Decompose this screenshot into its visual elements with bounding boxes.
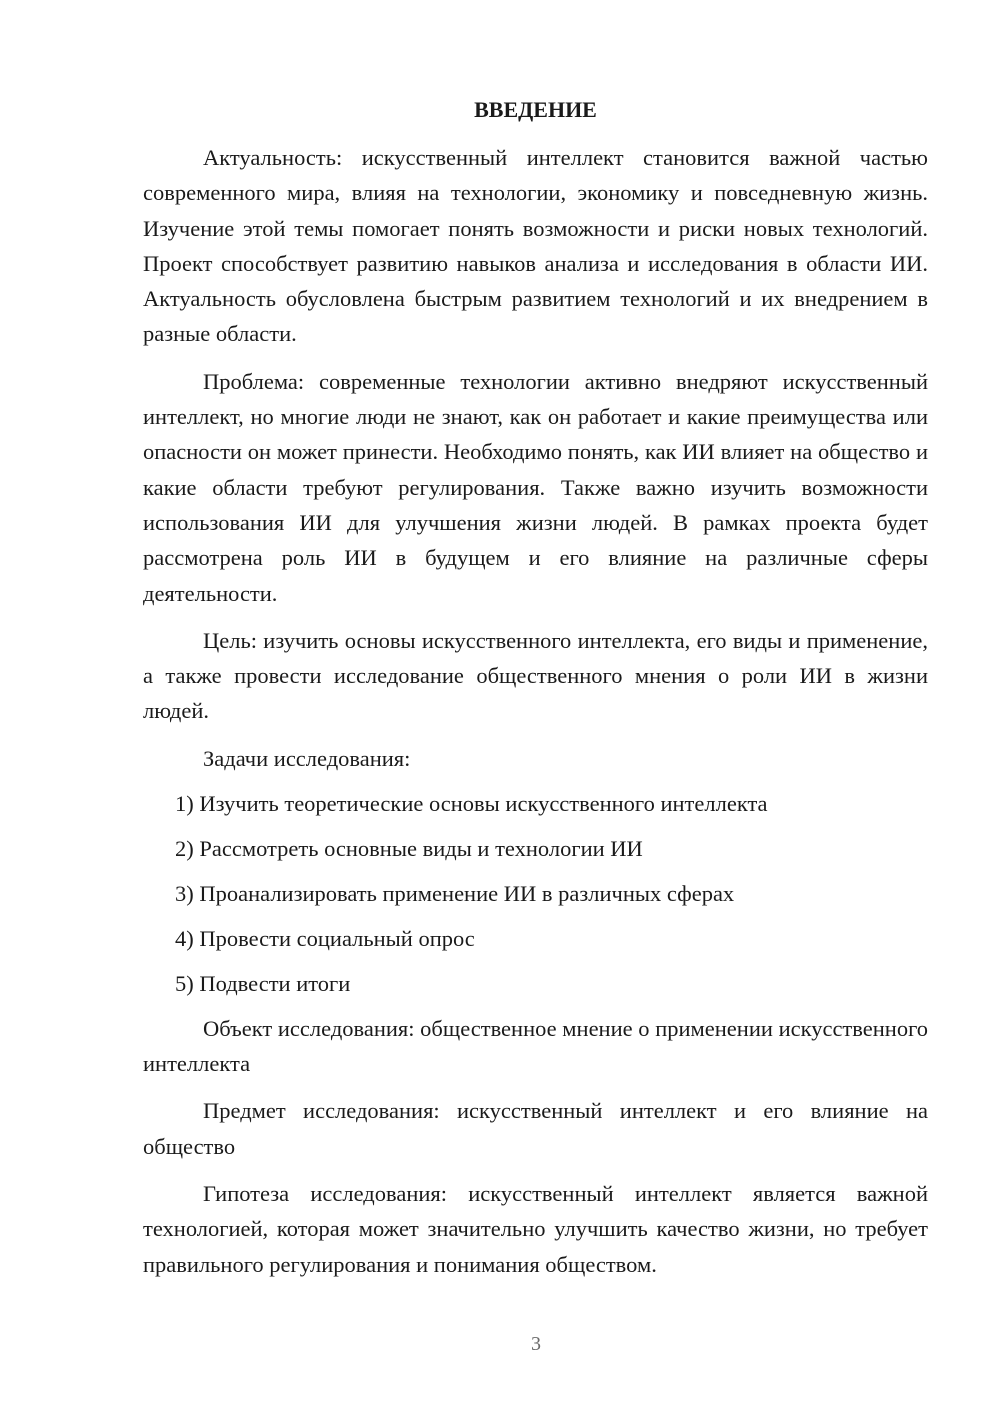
task-item: 3) Проанализировать применение ИИ в различных сферах (175, 880, 735, 906)
task-item: 2) Рассмотреть основные виды и технологии ИИ (175, 835, 643, 861)
page-number: 3 (531, 1333, 541, 1355)
research-subject-paragraph: Предмет исследования: искусственный интеллект и его влияние на общество (143, 1098, 928, 1159)
hypothesis-paragraph: Гипотеза исследования: искусственный интеллект является важной технологией, которая может значительно улучшить качество жизни, но требует правильного регулирования и понимания обществом. (143, 1180, 928, 1277)
task-item: 1) Изучить теоретические основы искусственного интеллекта (175, 790, 768, 816)
task-item: 4) Провести социальный опрос (175, 925, 475, 951)
problem-paragraph: Проблема: современные технологии активно внедряют искусственный интеллект, но многие люди не знают, как он работает и какие преимущества или опасности он может принести. Необходимо понять, как ИИ влияет на общество и какие области требуют регулирования. Также важно изучить возможности использования ИИ для улучшения жизни людей. В рамках проекта будет рассмотрена роль ИИ в будущем и его влияние на различные сферы деятельности. (143, 368, 928, 606)
tasks-list (143, 786, 928, 1001)
task-item: 5) Подвести итоги (175, 970, 351, 996)
section-title: ВВЕДЕНИЕ (474, 97, 597, 122)
research-object-paragraph: Объект исследования: общественное мнение о применении искусственного интеллекта (143, 1015, 928, 1077)
relevance-paragraph: Актуальность: искусственный интеллект становится важной частью современного мира, влияя на технологии, экономику и повседневную жизнь. Изучение этой темы помогает понять возможности и риски новых технологий. Проект способствует развитию навыков анализа и исследования в области ИИ. Актуальность обусловлена быстрым развитием технологий и их внедрением в разные области. (143, 145, 928, 347)
goal-paragraph: Цель: изучить основы искусственного интеллекта, его виды и применение, а также провести исследование общественного мнения о роли ИИ в жизни людей. (143, 627, 928, 724)
tasks-heading: Задачи исследования: (203, 745, 411, 771)
page-content (143, 92, 928, 1294)
